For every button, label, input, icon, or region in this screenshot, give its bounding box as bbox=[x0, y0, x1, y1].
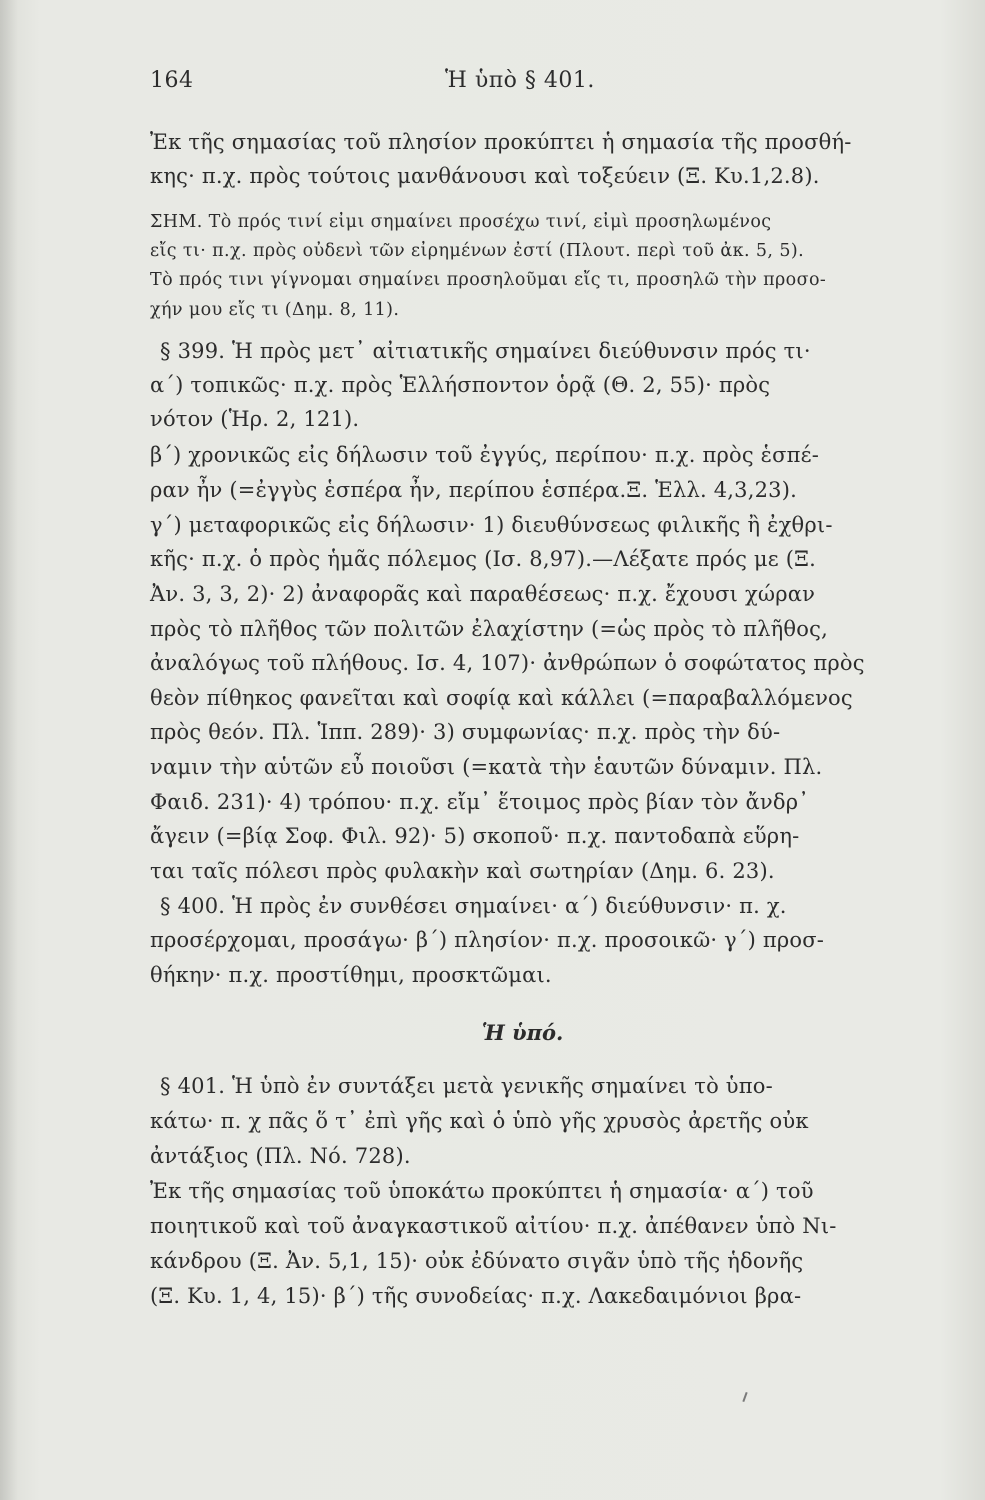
text-line: Φαιδ. 231)· 4) τρόπου· π.χ. εἴμ᾽ ἕτοιμος πρὸς βίαν τὸν ἄνδρ᾽ bbox=[150, 790, 809, 814]
note-line: εἴς τι· π.χ. πρὸς οὐδενὶ τῶν εἰρημένων ἐστί (Πλουτ. περὶ τοῦ ἀκ. 5, 5). bbox=[150, 241, 805, 261]
text-line: Ἐκ τῆς σημασίας τοῦ ὑποκάτω προκύπτει ἡ σημασία· α΄) τοῦ bbox=[150, 1179, 814, 1203]
text-line: (Ξ. Κυ. 1, 4, 15)· β΄) τῆς συνοδείας· π.χ. Λακεδαιμόνιοι βρα- bbox=[150, 1284, 802, 1308]
text-line: θήκην· π.χ. προστίθημι, προσκτῶμαι. bbox=[150, 963, 552, 987]
page-header bbox=[150, 68, 895, 104]
text-line: γ΄) μεταφορικῶς εἰς δήλωσιν· 1) διευθύνσεως φιλικῆς ἢ ἐχθρι- bbox=[150, 513, 833, 537]
page-number: 164 bbox=[150, 68, 194, 93]
text-line: ἀναλόγως τοῦ πλήθους. Ισ. 4, 107)· ἀνθρώπων ὁ σοφώτατος πρὸς bbox=[150, 651, 865, 675]
text-line: ναμιν τὴν αὑτῶν εὖ ποιοῦσι (=κατὰ τὴν ἑαυτῶν δύναμιν. Πλ. bbox=[150, 755, 823, 779]
running-head: Ἡ ὑπὸ § 401. bbox=[445, 68, 595, 93]
gutter-shadow bbox=[0, 0, 18, 1500]
text-line: νότον (Ἡρ. 2, 121). bbox=[150, 407, 360, 431]
text-line: ται ταῖς πόλεσι πρὸς φυλακὴν καὶ σωτηρίαν (Δημ. 6. 23). bbox=[150, 859, 775, 883]
text-line: ἀντάξιος (Πλ. Νό. 728). bbox=[150, 1144, 411, 1168]
section-401-line: § 401. Ἡ ὑπὸ ἐν συντάξει μετὰ γενικῆς σημαίνει τὸ ὑπο- bbox=[160, 1074, 773, 1098]
text-line: κῆς· π.χ. ὁ πρὸς ἡμᾶς πόλεμος (Ισ. 8,97).—Λέξατε πρός με (Ξ. bbox=[150, 547, 816, 571]
text-line: Ἐκ τῆς σημασίας τοῦ πλησίον προκύπτει ἡ σημασία τῆς προσθή- bbox=[150, 130, 852, 154]
text-line: ἄγειν (=βίᾳ Σοφ. Φιλ. 92)· 5) σκοποῦ· π.χ. παντοδαπὰ εὕρη- bbox=[150, 824, 800, 848]
text-line: Ἀν. 3, 3, 2)· 2) ἀναφορᾶς καὶ παραθέσεως· π.χ. ἔχουσι χώραν bbox=[150, 582, 816, 606]
section-399-line: § 399. Ἡ πρὸς μετ᾽ αἰτιατικῆς σημαίνει διεύθυνσιν πρός τι· bbox=[160, 339, 811, 363]
note-line: Τὸ πρός τινι γίγνομαι σημαίνει προσηλοῦμαι εἴς τι, προσηλῶ τὴν προσο- bbox=[150, 270, 827, 290]
text-line: κάτω· π. χ πᾶς ὅ τ᾽ ἐπὶ γῆς καὶ ὁ ὑπὸ γῆς χρυσὸς ἀρετῆς οὐκ bbox=[150, 1109, 809, 1133]
note-line: χήν μου εἴς τι (Δημ. 8, 11). bbox=[150, 300, 400, 320]
text-line: κάνδρου (Ξ. Ἀν. 5,1, 15)· οὐκ ἐδύνατο σιγᾶν ὑπὸ τῆς ἡδονῆς bbox=[150, 1249, 804, 1273]
stray-mark bbox=[742, 1392, 747, 1402]
text-line: θεὸν πίθηκος φανεῖται καὶ σοφίᾳ καὶ κάλλει (=παραβαλλόμενος bbox=[150, 686, 853, 710]
text-line: α΄) τοπικῶς· π.χ. πρὸς Ἑλλήσποντον ὁρᾷ (Θ. 2, 55)· πρὸς bbox=[150, 373, 771, 397]
text-line: πρὸς τὸ πλῆθος τῶν πολιτῶν ἐλαχίστην (=ὡς πρὸς τὸ πλῆθος, bbox=[150, 617, 828, 641]
section-400-line: § 400. Ἡ πρὸς ἐν συνθέσει σημαίνει· α΄) διεύθυνσιν· π. χ. bbox=[160, 894, 787, 918]
section-heading: Ἡ ὑπό. bbox=[481, 1020, 564, 1045]
note-line: ΣΗΜ. Τὸ πρός τινί εἰμι σημαίνει προσέχω τινί, εἰμὶ προσηλωμένος bbox=[150, 212, 772, 232]
text-line: πρὸς θεόν. Πλ. Ἱππ. 289)· 3) συμφωνίας· π.χ. πρὸς τὴν δύ- bbox=[150, 720, 781, 744]
text-line: κης· π.χ. πρὸς τούτοις μανθάνουσι καὶ τοξεύειν (Ξ. Κυ.1,2.8). bbox=[150, 164, 820, 188]
text-line: ραν ἦν (=ἐγγὺς ἑσπέρα ἦν, περίπου ἑσπέρα.Ξ. Ἑλλ. 4,3,23). bbox=[150, 478, 797, 502]
text-line: β΄) χρονικῶς εἰς δήλωσιν τοῦ ἐγγύς, περίπου· π.χ. πρὸς ἑσπέ- bbox=[150, 443, 820, 467]
text-line: ποιητικοῦ καὶ τοῦ ἀναγκαστικοῦ αἰτίου· π.χ. ἀπέθανεν ὑπὸ Νι- bbox=[150, 1214, 837, 1238]
text-line: προσέρχομαι, προσάγω· β΄) πλησίον· π.χ. προσοικῶ· γ΄) προσ- bbox=[150, 928, 825, 952]
